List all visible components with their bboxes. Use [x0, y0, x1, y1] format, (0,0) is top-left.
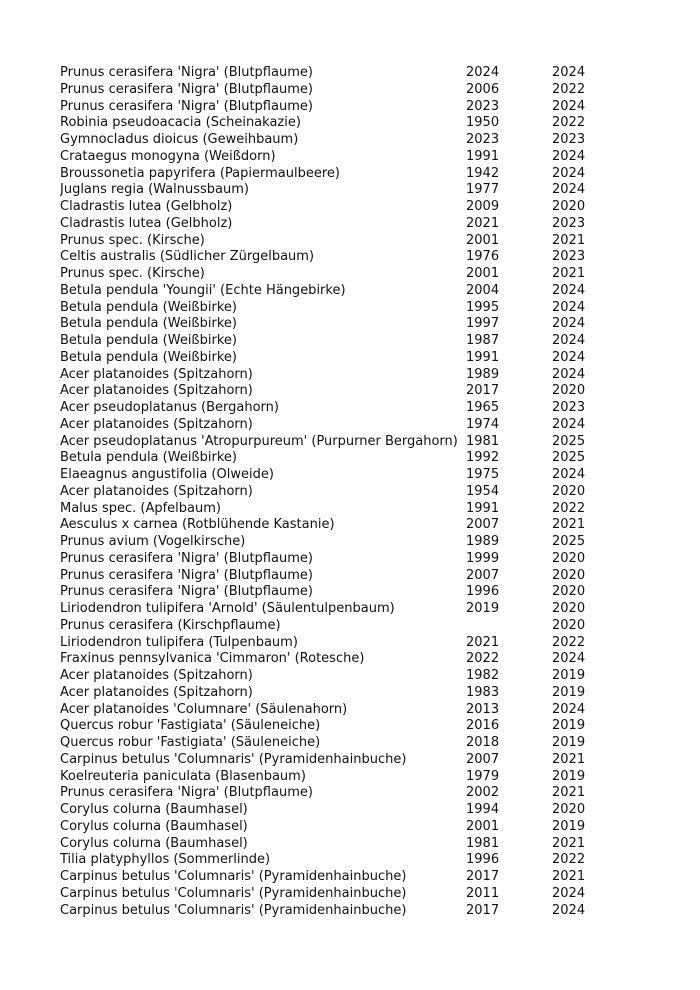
table-row — [60, 635, 590, 652]
checked-year-cell: 2021 — [552, 751, 586, 767]
checked-year-cell: 2025 — [552, 534, 586, 549]
species-cell: Quercus robur 'Fastigiata' (Säuleneiche) — [60, 735, 321, 750]
table-row — [60, 99, 590, 116]
table-row — [60, 350, 590, 367]
planted-year-cell: 1942 — [466, 165, 500, 181]
table-row — [60, 903, 590, 920]
table-row — [60, 501, 590, 518]
planted-year-cell: 2018 — [466, 735, 500, 750]
checked-year-cell: 2021 — [552, 517, 586, 533]
species-cell: Acer platanoides (Spitzahorn) — [60, 383, 253, 399]
species-cell: Acer pseudoplatanus 'Atropurpureum' (Purpurner Bergahorn) — [60, 433, 458, 449]
checked-year-cell: 2024 — [552, 333, 586, 348]
species-cell: Acer platanoides (Spitzahorn) — [60, 366, 253, 382]
species-cell: Liriodendron tulipifera 'Arnold' (Säulentulpenbaum) — [60, 601, 395, 616]
species-cell: Carpinus betulus 'Columnaris' (Pyramidenhainbuche) — [60, 751, 407, 767]
species-cell: Corylus colurna (Baumhasel) — [60, 818, 248, 834]
species-cell: Prunus cerasifera 'Nigra' (Blutpflaume) — [60, 550, 313, 566]
species-cell: Prunus avium (Vogelkirsche) — [60, 534, 246, 549]
table-row — [60, 702, 590, 719]
checked-year-cell: 2024 — [552, 282, 586, 298]
planted-year-cell: 1999 — [466, 550, 500, 566]
table-row — [60, 819, 590, 836]
checked-year-cell: 2024 — [552, 182, 586, 198]
checked-year-cell: 2021 — [552, 869, 586, 884]
planted-year-cell: 1991 — [466, 148, 500, 164]
table-row — [60, 886, 590, 903]
checked-year-cell: 2019 — [552, 718, 586, 734]
checked-year-cell: 2020 — [552, 199, 586, 214]
planted-year-cell: 2001 — [466, 818, 500, 834]
planted-year-cell: 2007 — [466, 751, 500, 767]
table-row — [60, 568, 590, 585]
planted-year-cell: 2021 — [466, 215, 500, 231]
species-cell: Betula pendula (Weißbirke) — [60, 450, 237, 466]
planted-year-cell: 1987 — [466, 333, 500, 348]
species-cell: Tilia platyphyllos (Sommerlinde) — [60, 852, 271, 868]
planted-year-cell: 1983 — [466, 684, 500, 700]
species-cell: Betula pendula (Weißbirke) — [60, 316, 237, 332]
planted-year-cell: 1976 — [466, 249, 500, 265]
table-row — [60, 534, 590, 551]
species-cell: Betula pendula (Weißbirke) — [60, 333, 237, 348]
planted-year-cell: 1996 — [466, 584, 500, 600]
species-cell: Betula pendula (Weißbirke) — [60, 299, 237, 315]
checked-year-cell: 2023 — [552, 400, 586, 415]
planted-year-cell: 1995 — [466, 299, 500, 315]
species-cell: Robinia pseudoacacia (Scheinakazie) — [60, 115, 301, 131]
planted-year-cell: 2017 — [466, 869, 500, 884]
table-row — [60, 551, 590, 568]
table-row — [60, 450, 590, 467]
table-row — [60, 283, 590, 300]
species-cell: Carpinus betulus 'Columnaris' (Pyramidenhainbuche) — [60, 885, 407, 901]
table-row — [60, 182, 590, 199]
species-cell: Celtis australis (Südlicher Zürgelbaum) — [60, 249, 315, 265]
checked-year-cell: 2024 — [552, 885, 586, 901]
checked-year-cell: 2024 — [552, 366, 586, 382]
table-row — [60, 166, 590, 183]
checked-year-cell: 2021 — [552, 835, 586, 851]
checked-year-cell: 2024 — [552, 701, 586, 717]
species-cell: Prunus cerasifera 'Nigra' (Blutpflaume) — [60, 584, 313, 600]
planted-year-cell: 2007 — [466, 517, 500, 533]
checked-year-cell: 2023 — [552, 215, 586, 231]
species-cell: Gymnocladus dioicus (Geweihbaum) — [60, 132, 299, 147]
checked-year-cell: 2020 — [552, 550, 586, 566]
species-cell: Aesculus x carnea (Rotblühende Kastanie) — [60, 517, 335, 533]
planted-year-cell: 1989 — [466, 366, 500, 382]
species-cell: Broussonetia papyrifera (Papiermaulbeere) — [60, 165, 340, 181]
planted-year-cell: 1997 — [466, 316, 500, 332]
planted-year-cell: 1981 — [466, 433, 500, 449]
table-row — [60, 685, 590, 702]
checked-year-cell: 2020 — [552, 802, 586, 817]
checked-year-cell: 2022 — [552, 634, 586, 650]
table-row — [60, 802, 590, 819]
planted-year-cell: 1992 — [466, 450, 500, 466]
checked-year-cell: 2021 — [552, 785, 586, 801]
species-cell: Acer platanoides (Spitzahorn) — [60, 416, 253, 432]
species-cell: Betula pendula (Weißbirke) — [60, 349, 237, 365]
table-row — [60, 132, 590, 149]
planted-year-cell: 1981 — [466, 835, 500, 851]
table-row — [60, 584, 590, 601]
species-cell: Fraxinus pennsylvanica 'Cimmaron' (Rotesche) — [60, 651, 365, 667]
table-row — [60, 618, 590, 635]
species-cell: Prunus spec. (Kirsche) — [60, 232, 205, 248]
checked-year-cell: 2020 — [552, 601, 586, 616]
species-cell: Carpinus betulus 'Columnaris' (Pyramidenhainbuche) — [60, 869, 407, 884]
planted-year-cell: 1975 — [466, 467, 500, 482]
table-row — [60, 484, 590, 501]
table-row — [60, 836, 590, 853]
checked-year-cell: 2023 — [552, 132, 586, 147]
table-row — [60, 735, 590, 752]
table-row — [60, 752, 590, 769]
checked-year-cell: 2020 — [552, 483, 586, 499]
checked-year-cell: 2022 — [552, 500, 586, 516]
checked-year-cell: 2020 — [552, 567, 586, 583]
species-cell: Corylus colurna (Baumhasel) — [60, 835, 248, 851]
planted-year-cell: 1977 — [466, 182, 500, 198]
planted-year-cell: 1994 — [466, 802, 500, 817]
checked-year-cell: 2024 — [552, 467, 586, 482]
checked-year-cell: 2024 — [552, 148, 586, 164]
checked-year-cell: 2024 — [552, 651, 586, 667]
species-cell: Prunus cerasifera (Kirschpflaume) — [60, 617, 281, 633]
planted-year-cell: 2024 — [466, 65, 500, 80]
checked-year-cell: 2021 — [552, 266, 586, 281]
planted-year-cell: 2007 — [466, 567, 500, 583]
planted-year-cell: 1991 — [466, 500, 500, 516]
checked-year-cell: 2024 — [552, 165, 586, 181]
tree-table — [60, 65, 590, 919]
table-row — [60, 434, 590, 451]
checked-year-cell: 2022 — [552, 115, 586, 131]
planted-year-cell: 1982 — [466, 668, 500, 683]
checked-year-cell: 2024 — [552, 65, 586, 80]
table-row — [60, 383, 590, 400]
table-row — [60, 467, 590, 484]
species-cell: Liriodendron tulipifera (Tulpenbaum) — [60, 634, 298, 650]
checked-year-cell: 2024 — [552, 299, 586, 315]
species-cell: Corylus colurna (Baumhasel) — [60, 802, 248, 817]
table-row — [60, 333, 590, 350]
planted-year-cell — [466, 618, 552, 635]
planted-year-cell: 1950 — [466, 115, 500, 131]
planted-year-cell: 1965 — [466, 400, 500, 415]
table-row — [60, 785, 590, 802]
table-row — [60, 233, 590, 250]
planted-year-cell: 2001 — [466, 266, 500, 281]
table-row — [60, 300, 590, 317]
species-cell: Betula pendula 'Youngii' (Echte Hängebirke) — [60, 282, 346, 298]
species-cell: Juglans regia (Walnussbaum) — [60, 182, 249, 198]
species-cell: Quercus robur 'Fastigiata' (Säuleneiche) — [60, 718, 321, 734]
table-row — [60, 82, 590, 99]
table-row — [60, 517, 590, 534]
checked-year-cell: 2024 — [552, 349, 586, 365]
checked-year-cell: 2024 — [552, 416, 586, 432]
table-row — [60, 115, 590, 132]
checked-year-cell: 2020 — [552, 617, 586, 633]
checked-year-cell: 2022 — [552, 852, 586, 868]
checked-year-cell: 2024 — [552, 902, 586, 918]
planted-year-cell: 2017 — [466, 902, 500, 918]
planted-year-cell: 2013 — [466, 701, 500, 717]
species-cell: Acer pseudoplatanus (Bergahorn) — [60, 400, 279, 415]
planted-year-cell: 2009 — [466, 199, 500, 214]
checked-year-cell: 2024 — [552, 98, 586, 114]
table-row — [60, 149, 590, 166]
table-row — [60, 400, 590, 417]
species-cell: Acer platanoides 'Columnare' (Säulenahorn) — [60, 701, 348, 717]
species-cell: Prunus cerasifera 'Nigra' (Blutpflaume) — [60, 98, 313, 114]
species-cell: Acer platanoides (Spitzahorn) — [60, 483, 253, 499]
table-row — [60, 249, 590, 266]
table-row — [60, 651, 590, 668]
species-cell: Malus spec. (Apfelbaum) — [60, 500, 221, 516]
planted-year-cell: 1996 — [466, 852, 500, 868]
table-row — [60, 718, 590, 735]
species-cell: Cladrastis lutea (Gelbholz) — [60, 215, 233, 231]
species-cell: Elaeagnus angustifolia (Ölweide) — [60, 467, 274, 482]
checked-year-cell: 2019 — [552, 735, 586, 750]
species-cell: Acer platanoides (Spitzahorn) — [60, 668, 253, 683]
table-row — [60, 601, 590, 618]
checked-year-cell: 2020 — [552, 584, 586, 600]
planted-year-cell: 2022 — [466, 651, 500, 667]
table-row — [60, 216, 590, 233]
checked-year-cell: 2019 — [552, 818, 586, 834]
planted-year-cell: 2021 — [466, 634, 500, 650]
checked-year-cell: 2023 — [552, 249, 586, 265]
species-cell: Prunus cerasifera 'Nigra' (Blutpflaume) — [60, 81, 313, 97]
checked-year-cell: 2021 — [552, 232, 586, 248]
planted-year-cell: 2011 — [466, 885, 500, 901]
checked-year-cell: 2019 — [552, 668, 586, 683]
species-cell: Prunus spec. (Kirsche) — [60, 266, 205, 281]
checked-year-cell: 2022 — [552, 81, 586, 97]
species-cell: Crataegus monogyna (Weißdorn) — [60, 148, 276, 164]
planted-year-cell: 2023 — [466, 98, 500, 114]
table-row — [60, 199, 590, 216]
checked-year-cell: 2019 — [552, 768, 586, 784]
planted-year-cell: 2001 — [466, 232, 500, 248]
table-row — [60, 65, 590, 82]
planted-year-cell: 2019 — [466, 601, 500, 616]
table-row — [60, 316, 590, 333]
planted-year-cell: 2006 — [466, 81, 500, 97]
table-row — [60, 869, 590, 886]
table-row — [60, 769, 590, 786]
planted-year-cell: 1989 — [466, 534, 500, 549]
table-row — [60, 367, 590, 384]
planted-year-cell: 1991 — [466, 349, 500, 365]
checked-year-cell: 2025 — [552, 450, 586, 466]
table-row — [60, 852, 590, 869]
checked-year-cell: 2019 — [552, 684, 586, 700]
planted-year-cell: 1954 — [466, 483, 500, 499]
checked-year-cell: 2020 — [552, 383, 586, 399]
tree-table-body — [60, 65, 590, 919]
species-cell: Prunus cerasifera 'Nigra' (Blutpflaume) — [60, 785, 313, 801]
species-cell: Acer platanoides (Spitzahorn) — [60, 684, 253, 700]
checked-year-cell: 2025 — [552, 433, 586, 449]
checked-year-cell: 2024 — [552, 316, 586, 332]
species-cell: Carpinus betulus 'Columnaris' (Pyramidenhainbuche) — [60, 902, 407, 918]
planted-year-cell: 2017 — [466, 383, 500, 399]
species-cell: Prunus cerasifera 'Nigra' (Blutpflaume) — [60, 65, 313, 80]
table-row — [60, 417, 590, 434]
table-row — [60, 266, 590, 283]
planted-year-cell: 2004 — [466, 282, 500, 298]
planted-year-cell: 1974 — [466, 416, 500, 432]
species-cell: Cladrastis lutea (Gelbholz) — [60, 199, 233, 214]
table-row — [60, 668, 590, 685]
planted-year-cell: 1979 — [466, 768, 500, 784]
planted-year-cell: 2002 — [466, 785, 500, 801]
species-cell: Koelreuteria paniculata (Blasenbaum) — [60, 768, 306, 784]
species-cell: Prunus cerasifera 'Nigra' (Blutpflaume) — [60, 567, 313, 583]
planted-year-cell: 2023 — [466, 132, 500, 147]
planted-year-cell: 2016 — [466, 718, 500, 734]
